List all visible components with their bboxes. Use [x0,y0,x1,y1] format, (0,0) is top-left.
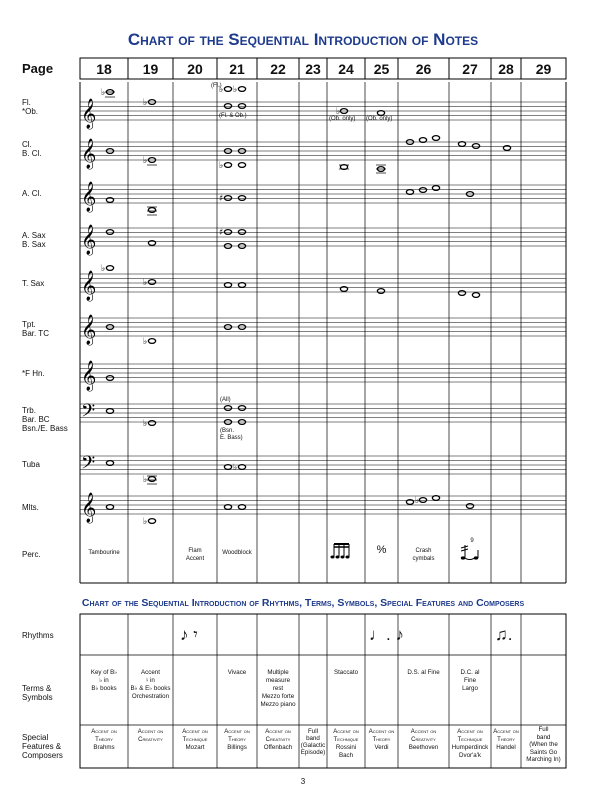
feature-text: Accent on Creativity [410,729,437,743]
term-cell: Vivace [227,669,247,676]
instrument-label: Tpt. Bar. TC [22,320,49,338]
special-cell [257,728,299,752]
composer-text: Rossini Bach [335,744,357,759]
page-label: Page [22,61,54,76]
instrument-label: T. Sax [22,279,45,288]
instrument-label: Cl. B. Cl. [22,140,42,158]
svg-text:𝄞: 𝄞 [81,271,97,301]
feature-text: Accent on Theory [91,729,117,743]
term-cell: Multiple measure rest Mezzo forte Mezzo piano [260,669,296,708]
rhythm-symbol: ♫. [495,625,513,644]
svg-text:𝄞: 𝄞 [81,315,97,345]
special-cell [491,728,521,752]
svg-text:♭: ♭ [143,156,148,166]
perc-text: Tambourine [88,550,120,556]
page-number: 20 [187,61,203,77]
instrument-label: *F Hn. [22,369,45,378]
annotation: (Ob. only) [366,116,393,122]
page-number: 29 [535,61,552,77]
page-number: 26 [415,61,432,77]
svg-text:♭: ♭ [143,337,148,347]
svg-text:♭: ♭ [143,475,148,485]
instrument-label: Perc. [22,550,41,559]
svg-text:𝄞: 𝄞 [81,182,97,212]
page-number: 24 [338,61,354,77]
page-footer: 3 [300,777,306,786]
annotation: (Fl.) [211,83,222,89]
rhythms-chart-title: Chart of the Sequential Introduction of Rhythms, Terms, Symbols, Special Features and Composers [81,597,525,609]
special-cell: Full band (When the Saints Go Marching In) [526,726,561,763]
composer-text: Billings [227,744,247,751]
feature-text: Accent on Theory [368,729,395,743]
page-number: 25 [373,61,390,77]
feature-text: Accent on Theory [493,729,519,743]
svg-text:𝄞: 𝄞 [81,493,97,523]
annotation: (All) [220,397,231,403]
term-cell: D.C. al Fine Largo [460,669,480,692]
page-number: 27 [462,61,478,77]
row-label: Special Features & Composers [22,733,63,760]
svg-text:𝄢: 𝄢 [81,401,96,426]
special-cell [217,728,257,752]
special-cell [327,728,365,760]
rhythm-symbol: ♪ 𝄾 [180,625,198,644]
composer-text: Beethoven [408,744,439,751]
term-cell: Key of B♭ ♭ in B♭ books [90,669,118,692]
special-cell [398,728,449,752]
svg-text:♭: ♭ [415,496,420,506]
row-label: Terms & Symbols [22,684,53,702]
perc-text: % [376,544,387,556]
special-cell: Full band (Galactic Episode) [300,728,326,756]
svg-text:𝄢: 𝄢 [81,453,96,478]
special-cell [128,728,173,744]
page-number: 28 [498,61,514,77]
svg-text:♭: ♭ [219,161,224,171]
term-cell: Staccato [333,669,359,676]
svg-text:♭: ♭ [101,88,106,98]
svg-text:♯: ♯ [219,228,224,238]
feature-text: Accent on Technique [182,729,208,743]
composer-text: Brahms [93,744,115,751]
feature-text: Accent on Technique [333,729,359,743]
perc-text: Woodblock [222,550,252,556]
svg-text:♭: ♭ [233,463,238,473]
svg-text:𝄞: 𝄞 [81,225,97,255]
special-cell [80,728,128,752]
svg-text:♭: ♭ [233,85,238,95]
annotation: (Fl. & Ob.) [219,113,247,119]
instrument-label: Tuba [22,460,40,469]
svg-text:𝄞: 𝄞 [81,361,97,391]
page-number: 21 [229,61,245,77]
feature-text: Accent on Creativity [137,729,164,743]
perc-text: Flam Accent [185,548,205,562]
composer-text: Humperdinck Dvor'a'k [451,744,489,759]
instrument-label: A. Cl. [22,189,42,198]
annotation: (Ob. only) [329,116,356,122]
composer-text: Offenbach [263,744,293,751]
svg-text:♭: ♭ [143,98,148,108]
svg-text:♭: ♭ [143,419,148,429]
term-cell: D.S. al Fine [407,669,440,676]
composer-text: Mozart [185,744,205,751]
annotation: (Bsn. E. Bass) [220,428,243,441]
page-number: 22 [270,61,286,77]
instrument-label: Fl. *Ob. [22,98,39,116]
instrument-label: A. Sax B. Sax [22,231,46,249]
page-number: 23 [305,61,321,77]
svg-text:♯: ♯ [219,194,224,204]
composer-text: Handel [496,744,516,751]
feature-text: Accent on Theory [224,729,250,743]
perc-text: Crash cymbals [412,548,435,562]
instrument-label: Mlts. [22,503,39,512]
composer-text: Verdi [374,744,389,751]
special-cell [173,728,217,752]
row-label: Rhythms [22,631,54,640]
term-cell: Accent ♮ in B♭ & E♭ books Orchestration [130,669,171,700]
svg-text:♭: ♭ [143,278,148,288]
feature-text: Accent on Creativity [265,729,291,743]
special-cell [449,728,491,760]
rhythm-symbol: ♩. ♪ [369,625,404,644]
svg-text:♭: ♭ [143,517,148,527]
svg-text:♭: ♭ [336,107,341,117]
feature-text: Accent on Technique [457,729,483,743]
svg-text:♭: ♭ [101,264,106,274]
chart-title: Chart of the Sequential Introduction of Notes [127,30,479,49]
svg-text:♭: ♭ [219,85,224,95]
svg-text:𝄞: 𝄞 [81,99,97,129]
instrument-label: Trb. Bar. BC Bsn./E. Bass [22,406,68,433]
svg-text:𝄞: 𝄞 [81,139,97,169]
special-cell [365,728,398,752]
perc-text: 9 [470,538,474,544]
page-number: 19 [142,61,159,77]
page-number: 18 [96,61,112,77]
